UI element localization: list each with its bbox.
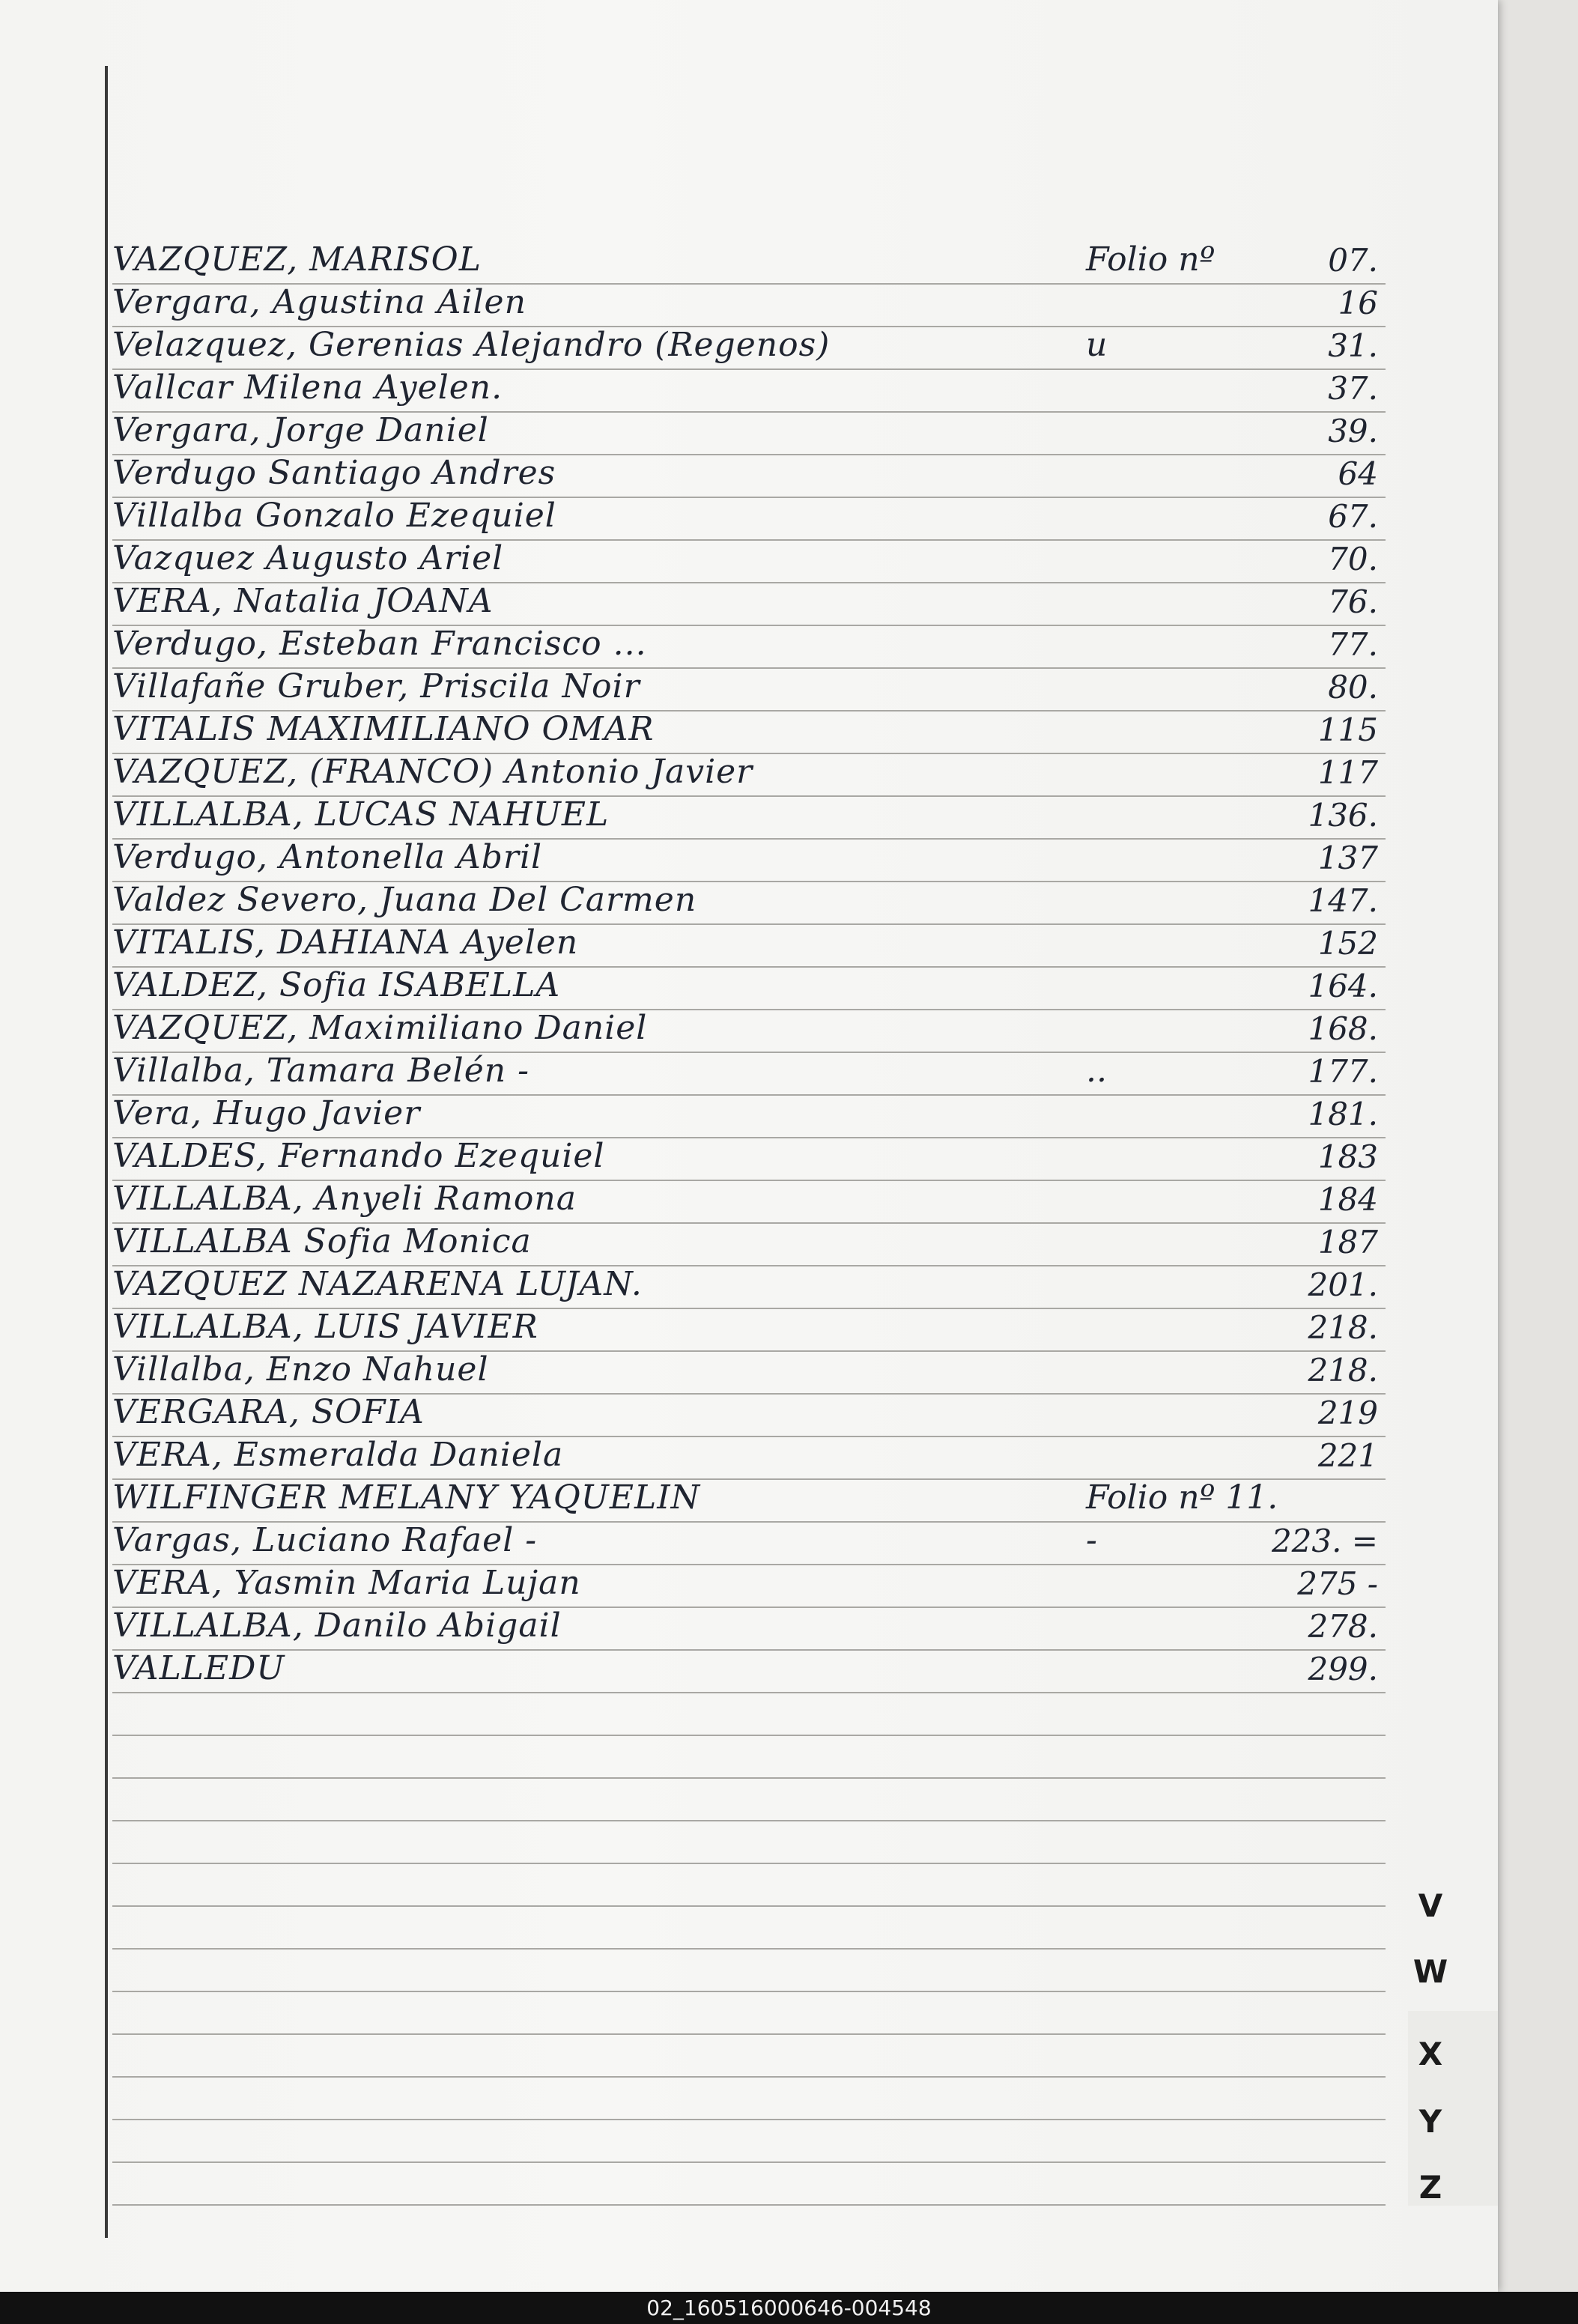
entry-folio-number: 64 <box>1338 455 1378 492</box>
entry-name: VAZQUEZ NAZARENA LUJAN. <box>112 1265 643 1303</box>
entry-folio-number: 147. <box>1308 882 1378 919</box>
entry-folio-number: 218. <box>1308 1352 1378 1389</box>
ledger-entry <box>112 1180 1386 1222</box>
ledger-entry <box>112 1565 1386 1607</box>
ruled-line <box>112 2204 1386 2206</box>
entry-name: Villalba, Tamara Belén - <box>112 1052 529 1090</box>
margin-line <box>105 66 108 2238</box>
entry-folio-number: 137 <box>1317 840 1378 876</box>
entry-name: VILLALBA, Anyeli Ramona <box>112 1180 577 1218</box>
ruled-line <box>112 1991 1386 1992</box>
entry-folio-number: 219 <box>1317 1395 1378 1431</box>
ledger-entry <box>112 455 1386 497</box>
entry-name: Villalba, Enzo Nahuel <box>112 1350 489 1389</box>
ledger-entry <box>112 1095 1386 1137</box>
entry-name: VILLALBA, LUIS JAVIER <box>112 1308 538 1346</box>
ledger-entry <box>112 369 1386 411</box>
entry-name: VERA, Esmeralda Daniela <box>112 1436 564 1474</box>
entry-name: VERGARA, SOFIA <box>112 1393 425 1431</box>
entry-folio-number: 152 <box>1317 925 1378 962</box>
index-tab-y[interactable]: Y <box>1418 2103 1442 2140</box>
entry-name: VILLALBA, Danilo Abigail <box>112 1607 562 1645</box>
ledger-entry <box>112 540 1386 582</box>
entry-name: VALDES, Fernando Ezequiel <box>112 1137 605 1175</box>
ledger-entry <box>112 1266 1386 1308</box>
entry-folio-number: 80. <box>1328 669 1378 706</box>
entry-name: VALLEDU <box>112 1649 285 1687</box>
ledger-entry <box>112 839 1386 881</box>
entry-folio-label: Folio nº 11. <box>1086 1478 1278 1517</box>
ledger-entry <box>112 1308 1386 1350</box>
entry-folio-number: 218. <box>1308 1309 1378 1346</box>
ledger-entry <box>112 1223 1386 1265</box>
ruled-line <box>112 1777 1386 1779</box>
entry-folio-number: 299. <box>1308 1651 1378 1687</box>
entry-folio-number: 164. <box>1308 968 1378 1004</box>
entry-folio-label: - <box>1086 1521 1097 1559</box>
index-tab-x[interactable]: X <box>1418 2036 1443 2072</box>
index-tab-z[interactable]: Z <box>1418 2169 1442 2206</box>
ruled-line <box>112 1820 1386 1821</box>
entry-folio-number: 278. <box>1308 1608 1378 1645</box>
entry-name: VERA, Natalia JOANA <box>112 582 494 620</box>
ledger-entry <box>112 1607 1386 1649</box>
ledger-entry <box>112 1479 1386 1521</box>
ledger-entry <box>112 583 1386 625</box>
ledger-entry <box>112 625 1386 667</box>
entry-folio-number: 67. <box>1328 498 1378 535</box>
entry-name: Velazquez, Gerenias Alejandro (Regenos) <box>112 326 831 364</box>
entry-name: Villafañe Gruber, Priscila Noir <box>112 667 640 706</box>
entry-folio-number: 70. <box>1328 541 1378 577</box>
entry-folio-number: 168. <box>1308 1010 1378 1047</box>
ledger-entry <box>112 1394 1386 1436</box>
entry-folio-number: 184 <box>1317 1181 1378 1218</box>
entry-folio-number: 177. <box>1308 1053 1378 1090</box>
ruled-line <box>112 1948 1386 1950</box>
ledger-entry <box>112 924 1386 966</box>
entry-name: VAZQUEZ, Maximiliano Daniel <box>112 1009 648 1047</box>
entry-folio-number: 181. <box>1308 1096 1378 1132</box>
entry-folio-label: u <box>1086 326 1108 364</box>
entry-name: Vergara, Jorge Daniel <box>112 411 489 449</box>
ledger-entry <box>112 1138 1386 1180</box>
entry-folio-number: 221 <box>1317 1437 1378 1474</box>
ruled-line <box>112 1735 1386 1736</box>
entry-folio-number: 76. <box>1328 583 1378 620</box>
ruled-line <box>112 2076 1386 2078</box>
entry-name: VILLALBA Sofia Monica <box>112 1222 532 1260</box>
entry-folio-label: .. <box>1086 1052 1107 1090</box>
ruled-line <box>112 1863 1386 1864</box>
ledger-entry <box>112 753 1386 795</box>
ledger-entry <box>112 412 1386 454</box>
entry-name: WILFINGER MELANY YAQUELIN <box>112 1478 701 1517</box>
entry-folio-number: 201. <box>1308 1266 1378 1303</box>
ledger-entry <box>112 1052 1386 1094</box>
entry-name: VAZQUEZ, MARISOL <box>112 240 482 279</box>
entry-folio-number: 117 <box>1317 754 1378 791</box>
ledger-entry <box>112 967 1386 1009</box>
entry-name: Vera, Hugo Javier <box>112 1094 421 1132</box>
ledger-entry <box>112 327 1386 368</box>
ledger-entry <box>112 241 1386 283</box>
ruled-line <box>112 2119 1386 2120</box>
entry-name: Vallcar Milena Ayelen. <box>112 368 503 407</box>
ledger-entry <box>112 497 1386 539</box>
entry-name: Valdez Severo, Juana Del Carmen <box>112 881 697 919</box>
entry-folio-number: 31. <box>1328 327 1378 364</box>
entry-folio-number: 136. <box>1308 797 1378 834</box>
ledger-entry <box>112 1351 1386 1393</box>
entry-folio-number: 223. = <box>1271 1523 1378 1559</box>
ruled-line <box>112 1692 1386 1693</box>
entry-name: VILLALBA, LUCAS NAHUEL <box>112 795 610 834</box>
entry-folio-number: 39. <box>1328 413 1378 449</box>
entry-folio-number: 07. <box>1328 242 1378 279</box>
entry-folio-number: 77. <box>1328 626 1378 663</box>
entry-folio-number: 16 <box>1338 285 1378 321</box>
index-tab-v[interactable]: V <box>1418 1887 1443 1924</box>
ledger-entry <box>112 1436 1386 1478</box>
ledger-entry <box>112 711 1386 753</box>
entry-folio-number: 37. <box>1328 370 1378 407</box>
entry-folio-number: 183 <box>1317 1138 1378 1175</box>
ruled-line <box>112 2033 1386 2035</box>
ledger-entry <box>112 1650 1386 1692</box>
entry-name: VERA, Yasmin Maria Lujan <box>112 1564 581 1602</box>
entry-name: VAZQUEZ, (FRANCO) Antonio Javier <box>112 753 753 791</box>
ruled-line <box>112 2161 1386 2163</box>
ledger-entry <box>112 882 1386 923</box>
entry-name: Verdugo, Antonella Abril <box>112 838 543 876</box>
entry-name: Vargas, Luciano Rafael - <box>112 1521 538 1559</box>
entry-folio-label: Folio nº <box>1086 240 1216 279</box>
ledger-entry <box>112 1010 1386 1052</box>
entry-folio-number: 275 - <box>1297 1565 1378 1602</box>
entry-folio-number: 187 <box>1317 1224 1378 1260</box>
ledger-entry <box>112 796 1386 838</box>
entry-name: VITALIS, DAHIANA Ayelen <box>112 923 579 962</box>
entry-name: Verdugo Santiago Andres <box>112 454 556 492</box>
entry-name: Verdugo, Esteban Francisco ... <box>112 625 647 663</box>
ledger-entry <box>112 1522 1386 1564</box>
entry-name: Vazquez Augusto Ariel <box>112 539 504 577</box>
entry-name: Vergara, Agustina Ailen <box>112 283 526 321</box>
image-id-footer: 02_160516000646-004548 <box>0 2292 1578 2324</box>
entry-name: VITALIS MAXIMILIANO OMAR <box>112 710 655 748</box>
entry-folio-number: 115 <box>1317 712 1378 748</box>
entry-name: VALDEZ, Sofia ISABELLA <box>112 966 561 1004</box>
entry-name: Villalba Gonzalo Ezequiel <box>112 497 556 535</box>
ledger-entry <box>112 284 1386 326</box>
ruled-line <box>112 1905 1386 1907</box>
ledger-entry <box>112 668 1386 710</box>
index-tab-w[interactable]: W <box>1412 1953 1448 1990</box>
